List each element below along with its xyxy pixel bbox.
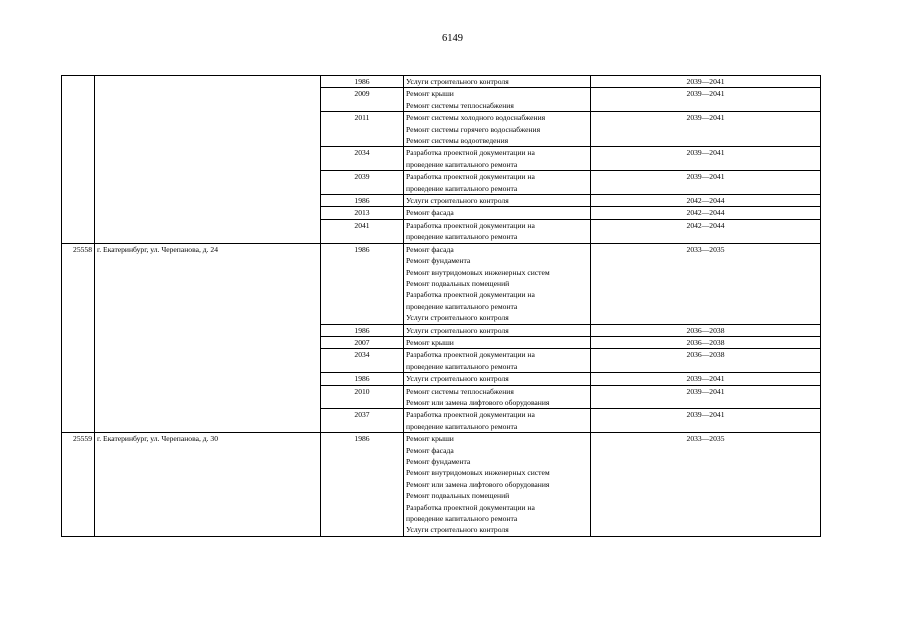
- period-cell: 2042—2044: [591, 195, 821, 207]
- year-cell: 1986: [321, 76, 404, 88]
- address-cell: [95, 76, 321, 244]
- work-item: проведение капитального ремонта: [406, 361, 518, 371]
- period-cell: 2039—2041: [591, 147, 821, 171]
- work-item: Ремонт внутридомовых инженерных систем: [406, 267, 550, 277]
- work-item: Ремонт системы холодного водоснабжения: [406, 113, 546, 123]
- work-item: Разработка проектной документации на: [406, 410, 535, 420]
- work-item: Разработка проектной документации на: [406, 220, 535, 230]
- period-cell: 2039—2041: [591, 409, 821, 433]
- period-cell: 2039—2041: [591, 112, 821, 147]
- work-item: Ремонт крыши: [406, 337, 454, 347]
- works-cell: [404, 243, 591, 324]
- year-cell: 2039: [321, 171, 404, 195]
- work-item: Ремонт внутридомовых инженерных систем: [406, 468, 550, 478]
- work-item: Ремонт или замена лифтового оборудования: [406, 397, 550, 407]
- table-row: [62, 243, 821, 324]
- work-item: Ремонт фасада: [406, 244, 454, 254]
- work-item: Разработка проектной документации на: [406, 290, 535, 300]
- year-cell: 1986: [321, 433, 404, 537]
- works-cell: [404, 147, 591, 171]
- work-item: проведение капитального ремонта: [406, 183, 518, 193]
- period-cell: 2036—2038: [591, 349, 821, 373]
- page-number: 6149: [442, 33, 463, 44]
- year-cell: 2034: [321, 349, 404, 373]
- year-cell: 1986: [321, 243, 404, 324]
- house-id-cell: 25558: [62, 243, 95, 433]
- work-item: Ремонт системы водоотведения: [406, 136, 509, 146]
- works-cell: [404, 373, 591, 385]
- period-cell: 2033—2035: [591, 433, 821, 537]
- work-item: Ремонт фундамента: [406, 457, 471, 466]
- year-cell: 2011: [321, 112, 404, 147]
- works-cell: [404, 385, 591, 409]
- year-cell: 2037: [321, 409, 404, 433]
- period-cell: 2039—2041: [591, 76, 821, 88]
- period-cell: 2039—2041: [591, 373, 821, 385]
- works-cell: [404, 349, 591, 373]
- period-cell: 2042—2044: [591, 219, 821, 243]
- work-item: Ремонт или замена лифтового оборудования: [406, 479, 550, 489]
- year-cell: 1986: [321, 373, 404, 385]
- work-item: проведение капитального ремонта: [406, 232, 518, 242]
- work-item: Ремонт фундамента: [406, 256, 471, 266]
- year-cell: 2034: [321, 147, 404, 171]
- work-item: проведение капитального ремонта: [406, 301, 518, 311]
- works-cell: [404, 88, 591, 112]
- work-item: Услуги строительного контроля: [406, 313, 509, 323]
- work-item: Разработка проектной документации на: [406, 148, 535, 158]
- year-cell: 2010: [321, 385, 404, 409]
- work-item: Ремонт фасада: [406, 445, 454, 455]
- work-item: Ремонт подвальных помещений: [406, 491, 510, 501]
- work-item: Разработка проектной документации на: [406, 172, 535, 182]
- work-item: Ремонт крыши: [406, 434, 454, 444]
- period-cell: 2036—2038: [591, 324, 821, 336]
- period-cell: 2033—2035: [591, 243, 821, 324]
- work-item: Услуги строительного контроля: [406, 525, 509, 535]
- year-cell: 2007: [321, 336, 404, 348]
- work-item: Ремонт системы горячего водоснабжения: [406, 124, 541, 134]
- year-cell: 2041: [321, 219, 404, 243]
- works-cell: [404, 195, 591, 207]
- work-item: Ремонт фасада: [406, 208, 454, 218]
- work-item: Услуги строительного контроля: [406, 325, 509, 335]
- work-item: Ремонт системы теплоснабжения: [406, 386, 514, 396]
- work-item: проведение капитального ремонта: [406, 421, 518, 431]
- table-row: [62, 76, 821, 88]
- year-cell: 1986: [321, 324, 404, 336]
- period-cell: 2042—2044: [591, 207, 821, 219]
- house-id-cell: 25559: [62, 433, 95, 537]
- repair-schedule-table: [61, 75, 821, 537]
- work-item: Разработка проектной документации на: [406, 350, 535, 360]
- work-item: Ремонт системы теплоснабжения: [406, 100, 514, 110]
- work-item: Разработка проектной документации на: [406, 502, 535, 512]
- address-cell: г. Екатеринбург, ул. Черепанова, д. 24: [95, 243, 321, 433]
- period-cell: 2039—2041: [591, 171, 821, 195]
- works-cell: [404, 207, 591, 219]
- work-item: Ремонт крыши: [406, 89, 454, 99]
- period-cell: 2036—2038: [591, 336, 821, 348]
- year-cell: 2013: [321, 207, 404, 219]
- work-item: Услуги строительного контроля: [406, 196, 509, 206]
- works-cell: [404, 433, 591, 537]
- work-item: Услуги строительного контроля: [406, 374, 509, 384]
- work-item: проведение капитального ремонта: [406, 159, 518, 169]
- work-item: проведение капитального ремонта: [406, 514, 518, 524]
- works-cell: [404, 409, 591, 433]
- works-cell: [404, 336, 591, 348]
- work-item: Услуги строительного контроля: [406, 77, 509, 86]
- works-cell: [404, 324, 591, 336]
- works-cell: [404, 219, 591, 243]
- year-cell: 1986: [321, 195, 404, 207]
- works-cell: [404, 171, 591, 195]
- period-cell: 2039—2041: [591, 385, 821, 409]
- address-cell: г. Екатеринбург, ул. Черепанова, д. 30: [95, 433, 321, 537]
- house-id-cell: [62, 76, 95, 244]
- works-cell: [404, 112, 591, 147]
- period-cell: 2039—2041: [591, 88, 821, 112]
- year-cell: 2009: [321, 88, 404, 112]
- works-cell: [404, 76, 591, 88]
- work-item: Ремонт подвальных помещений: [406, 278, 510, 288]
- table-row: [62, 433, 821, 537]
